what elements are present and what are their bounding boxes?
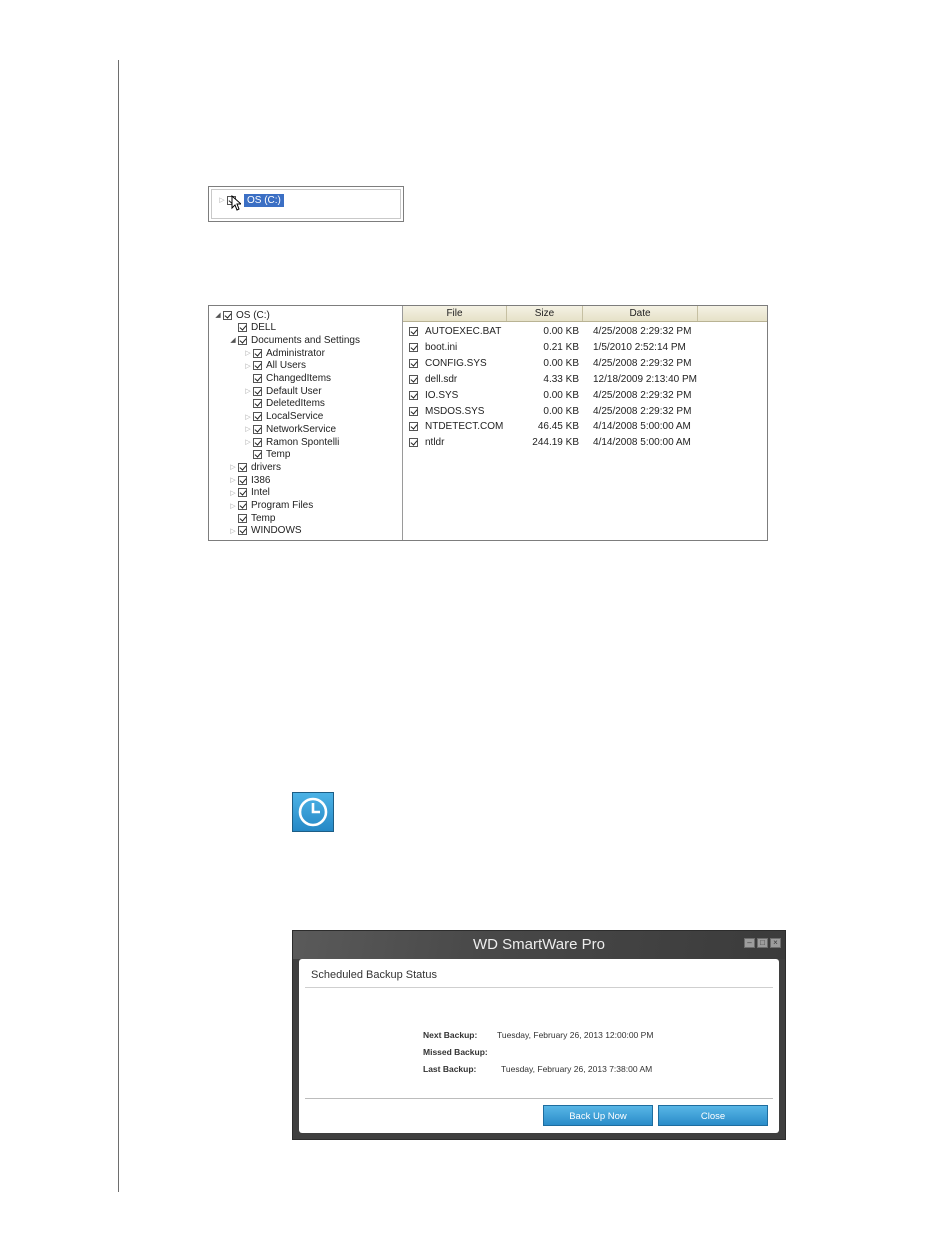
table-row[interactable] [403, 389, 767, 402]
file-date-cell: 4/14/2008 5:00:00 AM [593, 437, 691, 449]
expand-arrow-icon[interactable]: ▷ [230, 527, 236, 535]
file-checkbox[interactable] [409, 375, 418, 384]
table-row[interactable] [403, 325, 767, 338]
tree-node-checkbox[interactable] [253, 399, 262, 408]
tree-node-label: drivers [251, 461, 282, 473]
tree-node-checkbox[interactable] [238, 323, 247, 332]
schedule-button[interactable] [292, 792, 334, 832]
close-icon[interactable]: × [770, 938, 781, 948]
expand-arrow-icon[interactable]: ▷ [245, 388, 251, 396]
tree-node-checkbox[interactable] [238, 501, 247, 510]
tree-node-checkbox[interactable] [238, 463, 247, 472]
tree-node-label: OS (C:) [236, 309, 270, 321]
table-row[interactable] [403, 405, 767, 418]
scheduled-backup-dialog [292, 930, 786, 1140]
file-size-cell: 4.33 KB [543, 373, 579, 385]
tree-node[interactable] [228, 334, 360, 346]
tree-node[interactable] [228, 525, 302, 537]
file-checkbox[interactable] [409, 327, 418, 336]
table-row[interactable] [403, 436, 767, 449]
file-date-cell: 4/25/2008 2:29:32 PM [593, 405, 692, 417]
tree-node[interactable] [228, 474, 270, 486]
dialog-title: WD SmartWare Pro [473, 936, 605, 953]
file-list-header [403, 306, 767, 322]
file-list[interactable] [403, 306, 767, 540]
tree-node-checkbox[interactable] [238, 488, 247, 497]
tree-node-checkbox[interactable] [238, 514, 247, 523]
collapse-arrow-icon[interactable]: ◢ [230, 337, 236, 345]
file-size-cell: 0.00 KB [543, 357, 579, 369]
tree-node[interactable] [243, 360, 306, 372]
file-size-cell: 244.19 KB [532, 437, 579, 449]
tree-node-checkbox[interactable] [238, 336, 247, 345]
drive-select-snippet [208, 186, 404, 222]
file-checkbox[interactable] [409, 438, 418, 447]
tree-node[interactable] [213, 309, 270, 321]
expand-arrow-icon[interactable]: ▷ [230, 489, 236, 497]
back-up-now-button[interactable]: Back Up Now [543, 1105, 653, 1126]
tree-node-label: LocalService [266, 411, 324, 423]
tree-node[interactable] [228, 461, 281, 473]
missed-backup-label: Missed Backup: [423, 1047, 488, 1057]
file-date-cell: 4/25/2008 2:29:32 PM [593, 326, 692, 337]
maximize-icon[interactable]: □ [757, 938, 768, 948]
tree-node-checkbox[interactable] [253, 349, 262, 358]
tree-node[interactable] [243, 373, 331, 385]
expand-arrow-icon[interactable]: ▷ [245, 439, 251, 446]
tree-node-checkbox[interactable] [253, 412, 262, 421]
tree-node[interactable] [243, 449, 290, 461]
file-name-cell: boot.ini [425, 341, 458, 353]
tree-node-label: Program Files [251, 500, 314, 511]
tree-node-label: NetworkService [266, 423, 337, 435]
expand-arrow-icon[interactable]: ▷ [230, 477, 236, 485]
tree-node-label: Documents and Settings [251, 334, 360, 346]
file-name-cell: ntldr [425, 437, 445, 449]
file-date-cell: 4/25/2008 2:29:32 PM [593, 357, 692, 369]
tree-node-label: WINDOWS [251, 525, 302, 537]
file-date-cell: 4/14/2008 5:00:00 AM [593, 421, 691, 433]
tree-node[interactable] [243, 436, 339, 448]
tree-node[interactable] [228, 322, 276, 334]
dialog-subtitle: Scheduled Backup Status [311, 969, 437, 981]
table-row[interactable] [403, 420, 767, 433]
file-name-cell: NTDETECT.COM [425, 421, 504, 433]
dialog-title-bar[interactable] [293, 931, 785, 959]
table-row[interactable] [403, 357, 767, 370]
tree-node-checkbox[interactable] [253, 438, 262, 447]
column-header-file[interactable]: File [403, 306, 507, 321]
tree-node[interactable] [228, 512, 275, 524]
tree-node-checkbox[interactable] [223, 311, 232, 320]
expand-arrow-icon[interactable]: ▷ [245, 362, 251, 370]
tree-node-label: Intel [251, 487, 270, 499]
tree-node-checkbox[interactable] [253, 450, 262, 459]
column-header-size[interactable]: Size [507, 306, 583, 321]
tree-node-checkbox[interactable] [253, 361, 262, 370]
divider [305, 1098, 773, 1099]
tree-node-label: Default User [266, 385, 322, 397]
tree-node-label: DeletedItems [266, 398, 325, 410]
tree-node[interactable] [243, 398, 325, 410]
tree-node-label: DELL [251, 322, 277, 334]
tree-node-label: ChangedItems [266, 373, 332, 384]
collapse-arrow-icon[interactable]: ◢ [215, 312, 221, 319]
expand-arrow-icon[interactable]: ▷ [219, 197, 225, 204]
file-date-cell: 4/25/2008 2:29:32 PM [593, 389, 692, 401]
tree-node-checkbox[interactable] [238, 476, 247, 485]
file-date-cell: 12/18/2009 2:13:40 PM [593, 373, 697, 385]
file-name-cell: IO.SYS [425, 389, 459, 401]
file-name-cell: CONFIG.SYS [425, 357, 487, 369]
tree-node-label: Administrator [266, 347, 325, 359]
expand-arrow-icon[interactable]: ▷ [245, 426, 251, 434]
dialog-body [299, 959, 779, 1133]
file-size-cell: 0.00 KB [543, 389, 579, 401]
snippet-drive-row[interactable] [217, 193, 284, 207]
tree-node[interactable] [228, 487, 270, 499]
tree-node[interactable] [243, 347, 325, 359]
mouse-pointer-icon [231, 195, 241, 211]
expand-arrow-icon[interactable]: ▷ [245, 413, 251, 421]
tree-node[interactable] [243, 411, 323, 423]
tree-node-checkbox[interactable] [253, 387, 262, 396]
tree-node[interactable] [228, 500, 313, 512]
file-size-cell: 0.21 KB [543, 341, 579, 353]
close-button[interactable]: Close [658, 1105, 768, 1126]
file-checkbox[interactable] [409, 359, 418, 368]
file-checkbox[interactable] [409, 391, 418, 400]
tree-node-label: All Users [266, 360, 307, 372]
minimize-icon[interactable]: – [744, 938, 755, 948]
tree-node[interactable] [243, 385, 322, 397]
expand-arrow-icon[interactable]: ▷ [230, 464, 236, 472]
tree-node[interactable] [243, 423, 336, 435]
tree-node-label: I386 [251, 474, 271, 486]
drive-label: OS (C:) [244, 194, 284, 207]
expand-arrow-icon[interactable]: ▷ [245, 350, 251, 358]
file-size-cell: 0.00 KB [543, 326, 579, 337]
tree-node-checkbox[interactable] [238, 526, 247, 535]
divider [305, 987, 773, 988]
tree-node-label: Temp [251, 512, 276, 524]
next-backup-value: Tuesday, February 26, 2013 12:00:00 PM [497, 1030, 654, 1040]
table-row[interactable] [403, 373, 767, 386]
file-name-cell: MSDOS.SYS [425, 405, 485, 417]
clock-icon [293, 793, 333, 831]
tree-node-checkbox[interactable] [253, 425, 262, 434]
page-margin-rule [118, 60, 119, 1192]
file-checkbox[interactable] [409, 422, 418, 431]
next-backup-label: Next Backup: [423, 1030, 478, 1040]
file-size-cell: 0.00 KB [543, 405, 579, 417]
column-header-date[interactable]: Date [583, 306, 698, 321]
file-date-cell: 1/5/2010 2:52:14 PM [593, 341, 686, 353]
file-name-cell: AUTOEXEC.BAT [425, 326, 502, 337]
folder-tree[interactable] [209, 306, 403, 540]
file-checkbox[interactable] [409, 343, 418, 352]
file-selection-panel [208, 305, 768, 541]
file-size-cell: 46.45 KB [537, 421, 579, 433]
tree-node-checkbox[interactable] [253, 374, 262, 383]
tree-node-label: Temp [266, 449, 291, 461]
file-name-cell: dell.sdr [425, 373, 458, 385]
tree-node-label: Ramon Spontelli [266, 436, 340, 448]
last-backup-label: Last Backup: [423, 1064, 477, 1074]
table-row[interactable] [403, 341, 767, 354]
last-backup-value: Tuesday, February 26, 2013 7:38:00 AM [501, 1064, 653, 1074]
file-checkbox[interactable] [409, 407, 418, 416]
expand-arrow-icon[interactable]: ▷ [230, 502, 236, 510]
